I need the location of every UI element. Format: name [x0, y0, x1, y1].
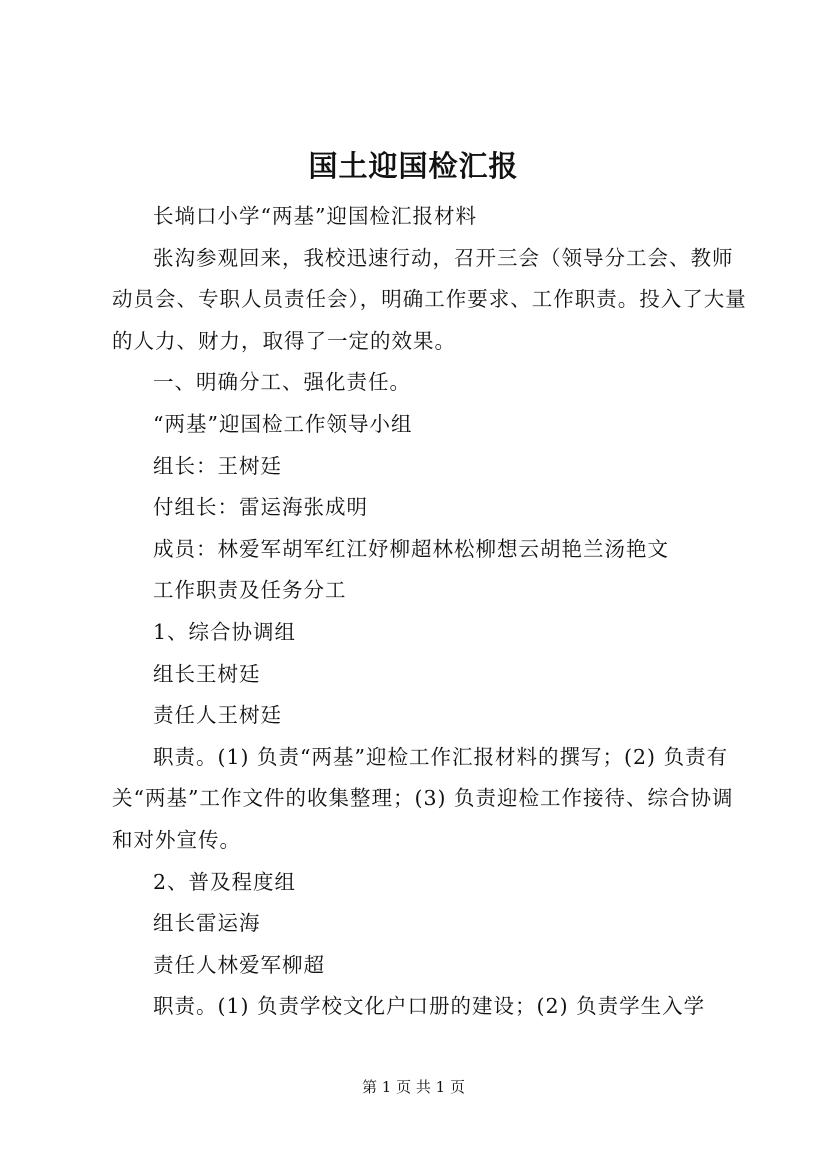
paragraph: 长埫口小学“两基”迎国检汇报材料 — [153, 204, 477, 228]
paragraph: 1、综合协调组 — [153, 619, 297, 644]
paragraph: 组长：王树廷 — [153, 453, 282, 478]
paragraph: 张沟参观回来，我校迅速行动，召开三会（领导分工会、教师动员会、专职人员责任会），明确工作要求、工作职责。投入了大量的人力、财力，取得了一定的效果。 — [112, 245, 747, 353]
paragraph: 组长王树廷 — [153, 661, 261, 686]
paragraph: 一、明确分工、强化责任。 — [153, 370, 411, 395]
paragraph: 职责。(1) 负责“两基”迎检工作汇报材料的撰写；(2) 负责有关“两基”工作文件的收集整理；(3) 负责迎检工作接待、综合协调和对外宣传。 — [112, 744, 734, 852]
document-title: 国土迎国检汇报 — [308, 149, 519, 183]
paragraph: 付组长：雷运海张成明 — [153, 495, 368, 520]
paragraph: 成员：林爱军胡军红江妤柳超林松柳想云胡艳兰汤艳文 — [153, 536, 669, 561]
paragraph: 工作职责及任务分工 — [153, 578, 347, 603]
paragraph: 职责。(1) 负责学校文化户口册的建设；(2) 负责学生入学 — [153, 994, 706, 1019]
paragraph: “两基”迎国检工作领导小组 — [153, 411, 413, 436]
paragraph: 组长雷运海 — [153, 911, 261, 936]
paragraph: 责任人王树廷 — [153, 703, 282, 728]
paragraph: 2、普及程度组 — [153, 869, 297, 894]
document-body — [112, 196, 752, 1028]
page-number-footer: 第 1 页 共 1 页 — [362, 1078, 465, 1096]
paragraph: 责任人林爱军柳超 — [153, 952, 325, 977]
